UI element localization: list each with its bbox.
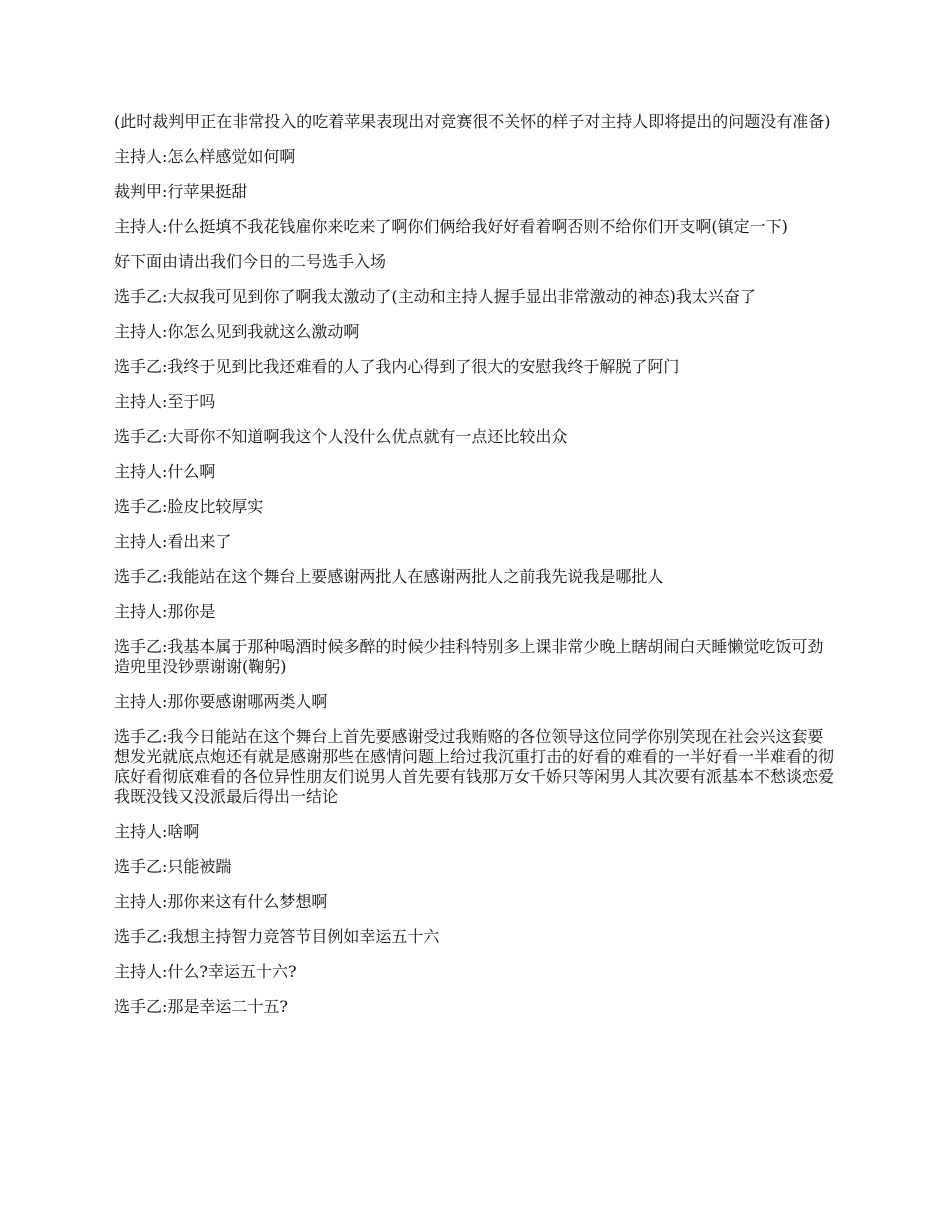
dialogue-line: 选手乙:脸皮比较厚实 <box>114 497 264 516</box>
dialogue-line: 主持人:至于吗 <box>114 392 216 411</box>
dialogue-line: 选手乙:只能被踹 <box>114 857 232 876</box>
dialogue-line: 主持人:你怎么见到我就这么激动啊 <box>114 322 360 341</box>
stage-direction: (此时裁判甲正在非常投入的吃着苹果表现出对竞赛很不关怀的样子对主持人即将提出的问题没有准备) <box>114 112 831 131</box>
dialogue-line: 主持人:看出来了 <box>114 532 232 551</box>
dialogue-line: 主持人:那你来这有什么梦想啊 <box>114 892 328 911</box>
dialogue-line: 选手乙:那是幸运二十五? <box>114 997 288 1016</box>
dialogue-line: 选手乙:我终于见到比我还难看的人了我内心得到了很大的安慰我终于解脱了阿门 <box>114 357 680 376</box>
dialogue-line: 选手乙:我能站在这个舞台上要感谢两批人在感谢两批人之前我先说我是哪批人 <box>114 567 664 586</box>
dialogue-line: 选手乙:大哥你不知道啊我这个人没什么优点就有一点还比较出众 <box>114 427 568 446</box>
dialogue-line: 主持人:那你是 <box>114 602 216 621</box>
dialogue-line: 主持人:怎么样感觉如何啊 <box>114 147 296 166</box>
dialogue-line: 主持人:那你要感谢哪两类人啊 <box>114 692 328 711</box>
dialogue-line: 裁判甲:行苹果挺甜 <box>114 182 248 201</box>
dialogue-line: 选手乙:我想主持智力竞答节目例如幸运五十六 <box>114 927 440 946</box>
dialogue-line: 选手乙:大叔我可见到你了啊我太激动了(主动和主持人握手显出非常激动的神态)我太兴奋了 <box>114 287 756 306</box>
dialogue-line: 选手乙:我今日能站在这个舞台上首先要感谢受过我贿赂的各位领导这位同学你别笑现在社会兴这套要想发光就底点炮还有就是感谢那些在感情问题上给过我沉重打击的好看的难看的一半好看一半难看的彻底好看彻底难看的各位异性朋友们说男人首先要有钱那万女千娇只等闲男人其次要有派基本不愁谈恋爱我既没钱又没派最后得出一结论 <box>114 727 835 806</box>
dialogue-line: 主持人:什么啊 <box>114 462 216 481</box>
dialogue-line: 好下面由请出我们今日的二号选手入场 <box>114 252 387 271</box>
dialogue-line: 主持人:啥啊 <box>114 822 200 841</box>
dialogue-line: 主持人:什么?幸运五十六? <box>114 962 297 981</box>
document-page <box>114 112 834 1032</box>
dialogue-line: 选手乙:我基本属于那种喝酒时候多醉的时候少挂科特别多上课非常少晚上瞎胡闹白天睡懒觉吃饭可劲造兜里没钞票谢谢(鞠躬) <box>114 637 824 676</box>
dialogue-line: 主持人:什么挺填不我花钱雇你来吃来了啊你们俩给我好好看着啊否则不给你们开支啊(镇定一下) <box>114 217 788 236</box>
